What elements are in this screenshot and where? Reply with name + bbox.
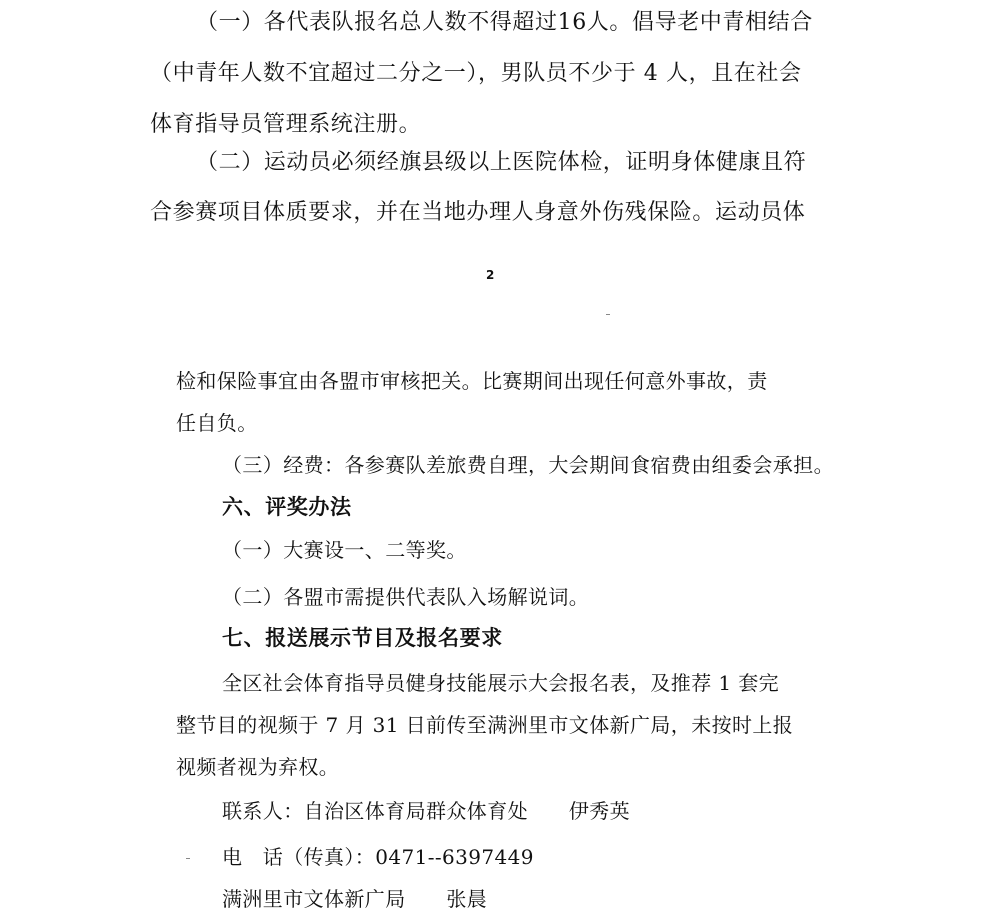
paragraph-line: 检和保险事宜由各盟市审核把关。比赛期间出现任何意外事故，责 (176, 369, 768, 393)
paragraph-line: （三）经费：各参赛队差旅费自理，大会期间食宿费由组委会承担。 (222, 453, 834, 477)
page-number: 2 (486, 268, 495, 282)
page-3-top-section (0, 340, 995, 919)
paragraph-line: 整节目的视频于 7 月 31 日前传至满洲里市文体新广局，未按时上报 (176, 713, 794, 737)
paragraph-line: （一）大赛设一、二等奖。 (222, 538, 467, 562)
paragraph-line: （一）各代表队报名总人数不得超过16人。倡导老中青相结合 (196, 10, 813, 35)
scan-speck (606, 314, 610, 315)
paragraph-line: （中青年人数不宜超过二分之一），男队员不少于 4 人，且在社会 (150, 61, 802, 86)
paragraph-line: （二）运动员必须经旗县级以上医院体检，证明身体健康且符 (196, 150, 807, 175)
page-2-bottom-section (0, 0, 995, 282)
paragraph-line: 视频者视为弃权。 (176, 755, 340, 779)
contact-office-line: 满洲里市文体新广局 张晨 (222, 887, 488, 911)
paragraph-line: 体育指导员管理系统注册。 (150, 112, 422, 137)
contact-person-line: 联系人：自治区体育局群众体育处 伊秀英 (222, 799, 630, 823)
contact-phone-line: 电 话（传真）：0471--6397449 (222, 845, 534, 869)
section-heading-awards: 六、评奖办法 (222, 495, 352, 519)
section-heading-submission: 七、报送展示节目及报名要求 (222, 626, 503, 650)
paragraph-line: 全区社会体育指导员健身技能展示大会报名表，及推荐 1 套完 (222, 671, 780, 695)
paragraph-line: 任自负。 (176, 411, 258, 435)
paragraph-line: （二）各盟市需提供代表队入场解说词。 (222, 585, 590, 609)
paragraph-line: 合参赛项目体质要求，并在当地办理人身意外伤残保险。运动员体 (150, 200, 806, 225)
scan-speck (186, 858, 190, 859)
